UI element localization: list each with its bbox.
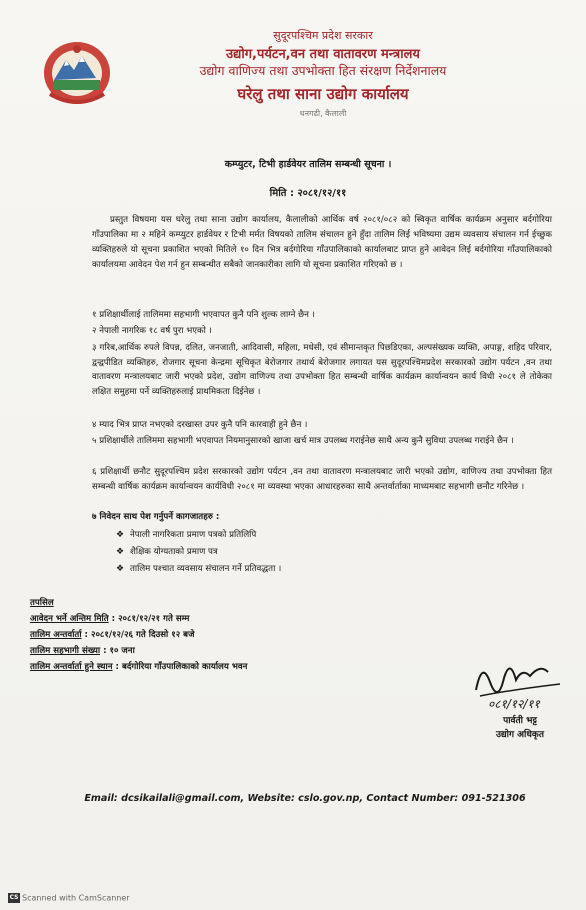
letterhead-ministry: उद्योग,पर्यटन,वन तथा वातावरण मन्त्रालय	[226, 47, 420, 62]
interview-value: : २०८१/१२/२६ गते दिउसो १२ बजे	[84, 630, 195, 640]
condition-1: १ प्रशिक्षार्थीलाई तालिममा सहभागी भएवापत कुनै पनि शुल्क लाग्ने छैन ।	[92, 310, 315, 320]
scanner-text: Scanned with CamScanner	[22, 893, 130, 903]
count-value: : १० जना	[103, 646, 135, 656]
details-title: तपसिल	[30, 598, 54, 608]
intro-paragraph: प्रस्तुत विषयमा यस घरेलु तथा साना उद्योग कार्यालय, कैलालीको आर्थिक वर्ष २०८१/०८२ को स्विकृत वार्षिक कार्यक्रम अनुसार बर्दगोरिया गाँउपालिका मा २ महिने कम्प्युटर हार्डवेयर र टिभी मर्मत विषयको तालिम संचालन हुने हुँदा तालिम लिई भविष्यमा उद्यम व्यवसाय संचालन गर्न ईच्छुक व्यक्तिहरुले यो सूचना प्रकाशित भएको मितिले १० दिन भित्र बर्दगोरिया गाँउपालिकाको कार्यालबाट प्राप्त हुने आवेदन लिई बर्दगोरिया गाँउपालिकाको कार्यालयमा आवेदन पेश गर्न हुन सम्बन्धीत सबैको जानकारीका लागि यो सूचना प्रकाशित गरिएको छ ।	[92, 215, 552, 270]
letterhead-government: सुदूरपश्चिम प्रदेश सरकार	[273, 29, 373, 42]
deadline-value: : २०८१/१२/२१ गते सम्म	[111, 614, 190, 624]
required-documents-list	[116, 527, 281, 578]
signature-image	[470, 650, 570, 712]
details-venue	[30, 659, 247, 675]
list-item	[116, 527, 281, 544]
details-section	[30, 595, 247, 675]
document-1: नेपाली नागरिकता प्रमाण पत्रको प्रतिलिपि	[130, 530, 257, 540]
deadline-label: आवेदन भर्ने अन्तिम मिति	[30, 614, 109, 624]
scanner-watermark	[8, 893, 130, 903]
diamond-bullet-icon: ❖	[116, 530, 125, 540]
signature-date: ०८१/१२/११	[488, 697, 540, 711]
letterhead-office: घरेलु तथा साना उद्योग कार्यालय	[237, 85, 409, 103]
venue-value: : बर्दगोरिया गाँउपालिकाको कार्यालय भवन	[115, 662, 248, 672]
camscanner-logo-icon: CS	[9, 894, 19, 901]
letterhead-address: धनगढी, कैलाली	[299, 109, 347, 118]
venue-label: तालिम अन्तर्वार्ता हुने स्थान	[30, 662, 113, 672]
list-item	[116, 561, 281, 578]
details-count	[30, 643, 247, 659]
letterhead-directorate: उद्योग वाणिज्य तथा उपभोक्ता हित संरक्षण निर्देशनालय	[199, 63, 447, 78]
condition-6: ६ प्रशिक्षार्थी छनौट सुदूरपश्चिम प्रदेश सरकारको उद्योग पर्यटन ,वन तथा वातावरण मन्त्रालयबाट जारी भएको उद्योग, वाणिज्य तथा उपभोक्ता हित सम्बन्धी वार्षिक कार्यक्रम कार्यान्वयन कार्यविधी २०८१ मा व्यवस्था भएका आधारहरुका साथै अन्तर्वार्ताका माध्यमबाट सहभागी छनौट गरिनेछ ।	[92, 467, 552, 492]
list-item	[116, 544, 281, 561]
condition-3: ३ गरिब,आर्थिक रुपले विपन्न, दलित, जनजाती, आदिवासी, महिला, मधेसी, एवं सीमान्तकृत पिछडिएका, अल्पसंख्यक व्यक्ति, अपाङ्ग, शहिद परिवार, द्वन्द्वपीडित व्यक्तिहरु, रोजगार सूचना केन्द्रमा सूचिकृत बेरोजगार तथार्थ बेरोजगार लगायत यस सुदूरपश्चिमप्रदेश सरकारको उद्योग पर्यटन ,वन तथा वातावरण मन्त्रालयबाट जारी भएको प्रदेश, उद्योग वाणिज्य तथा उपभोक्ता हित सम्बन्धी वार्षिक कार्यक्रम कार्यान्वयन कार्य विधी २०८१ ले तोकेका लक्षित समुहमा पर्ने व्यक्तिहरुलाई प्राथमिकता दिईनेछ ।	[92, 343, 552, 397]
signatory-name: पार्वती भट्ट	[503, 716, 537, 726]
diamond-bullet-icon: ❖	[116, 564, 125, 574]
interview-label: तालिम अन्तर्वार्ता	[30, 630, 82, 640]
details-deadline	[30, 611, 247, 627]
condition-4: ४ म्याद भित्र प्राप्त नभएको दरखास्त उपर कुनै पनि कारवाही हुने छैन ।	[92, 420, 308, 430]
notice-subject: कम्प्युटर, टिभी हार्डवेयर तालिम सम्बन्धी सूचना ।	[224, 159, 392, 170]
diamond-bullet-icon: ❖	[116, 547, 125, 557]
signatory	[470, 714, 570, 742]
signatory-designation: उद्योग अधिकृत	[496, 730, 544, 740]
document-3: तालिम पश्चात व्यवसाय संचालन गर्ने प्रतिवद्धता ।	[130, 564, 282, 574]
condition-5: ५ प्रशिक्षार्थीले तालिममा सहभागी भएवापत नियमानुसारको खाजा खर्च मात्र उपलब्ध गराईनेछ साथै अन्य कुनै सुविधा उपलब्ध गराईने छैन ।	[92, 436, 514, 446]
details-interview	[30, 627, 247, 643]
document-2: शैक्षिक योग्यताको प्रमाण पत्र	[130, 547, 218, 557]
count-label: तालिम सहभागी संख्या	[30, 646, 101, 656]
condition-7: ७ निवेदन साथ पेश गर्नुपर्ने कागजातहरु :	[92, 512, 220, 522]
contact-footer: Email: dcsikailali@gmail.com, Website: cslo.gov.np, Contact Number: 091-521306	[84, 793, 526, 804]
condition-2: २ नेपाली नागरिक १८ वर्ष पुरा भएको ।	[92, 326, 212, 336]
notice-date: मिति : २०८१/१२/११	[269, 188, 347, 199]
